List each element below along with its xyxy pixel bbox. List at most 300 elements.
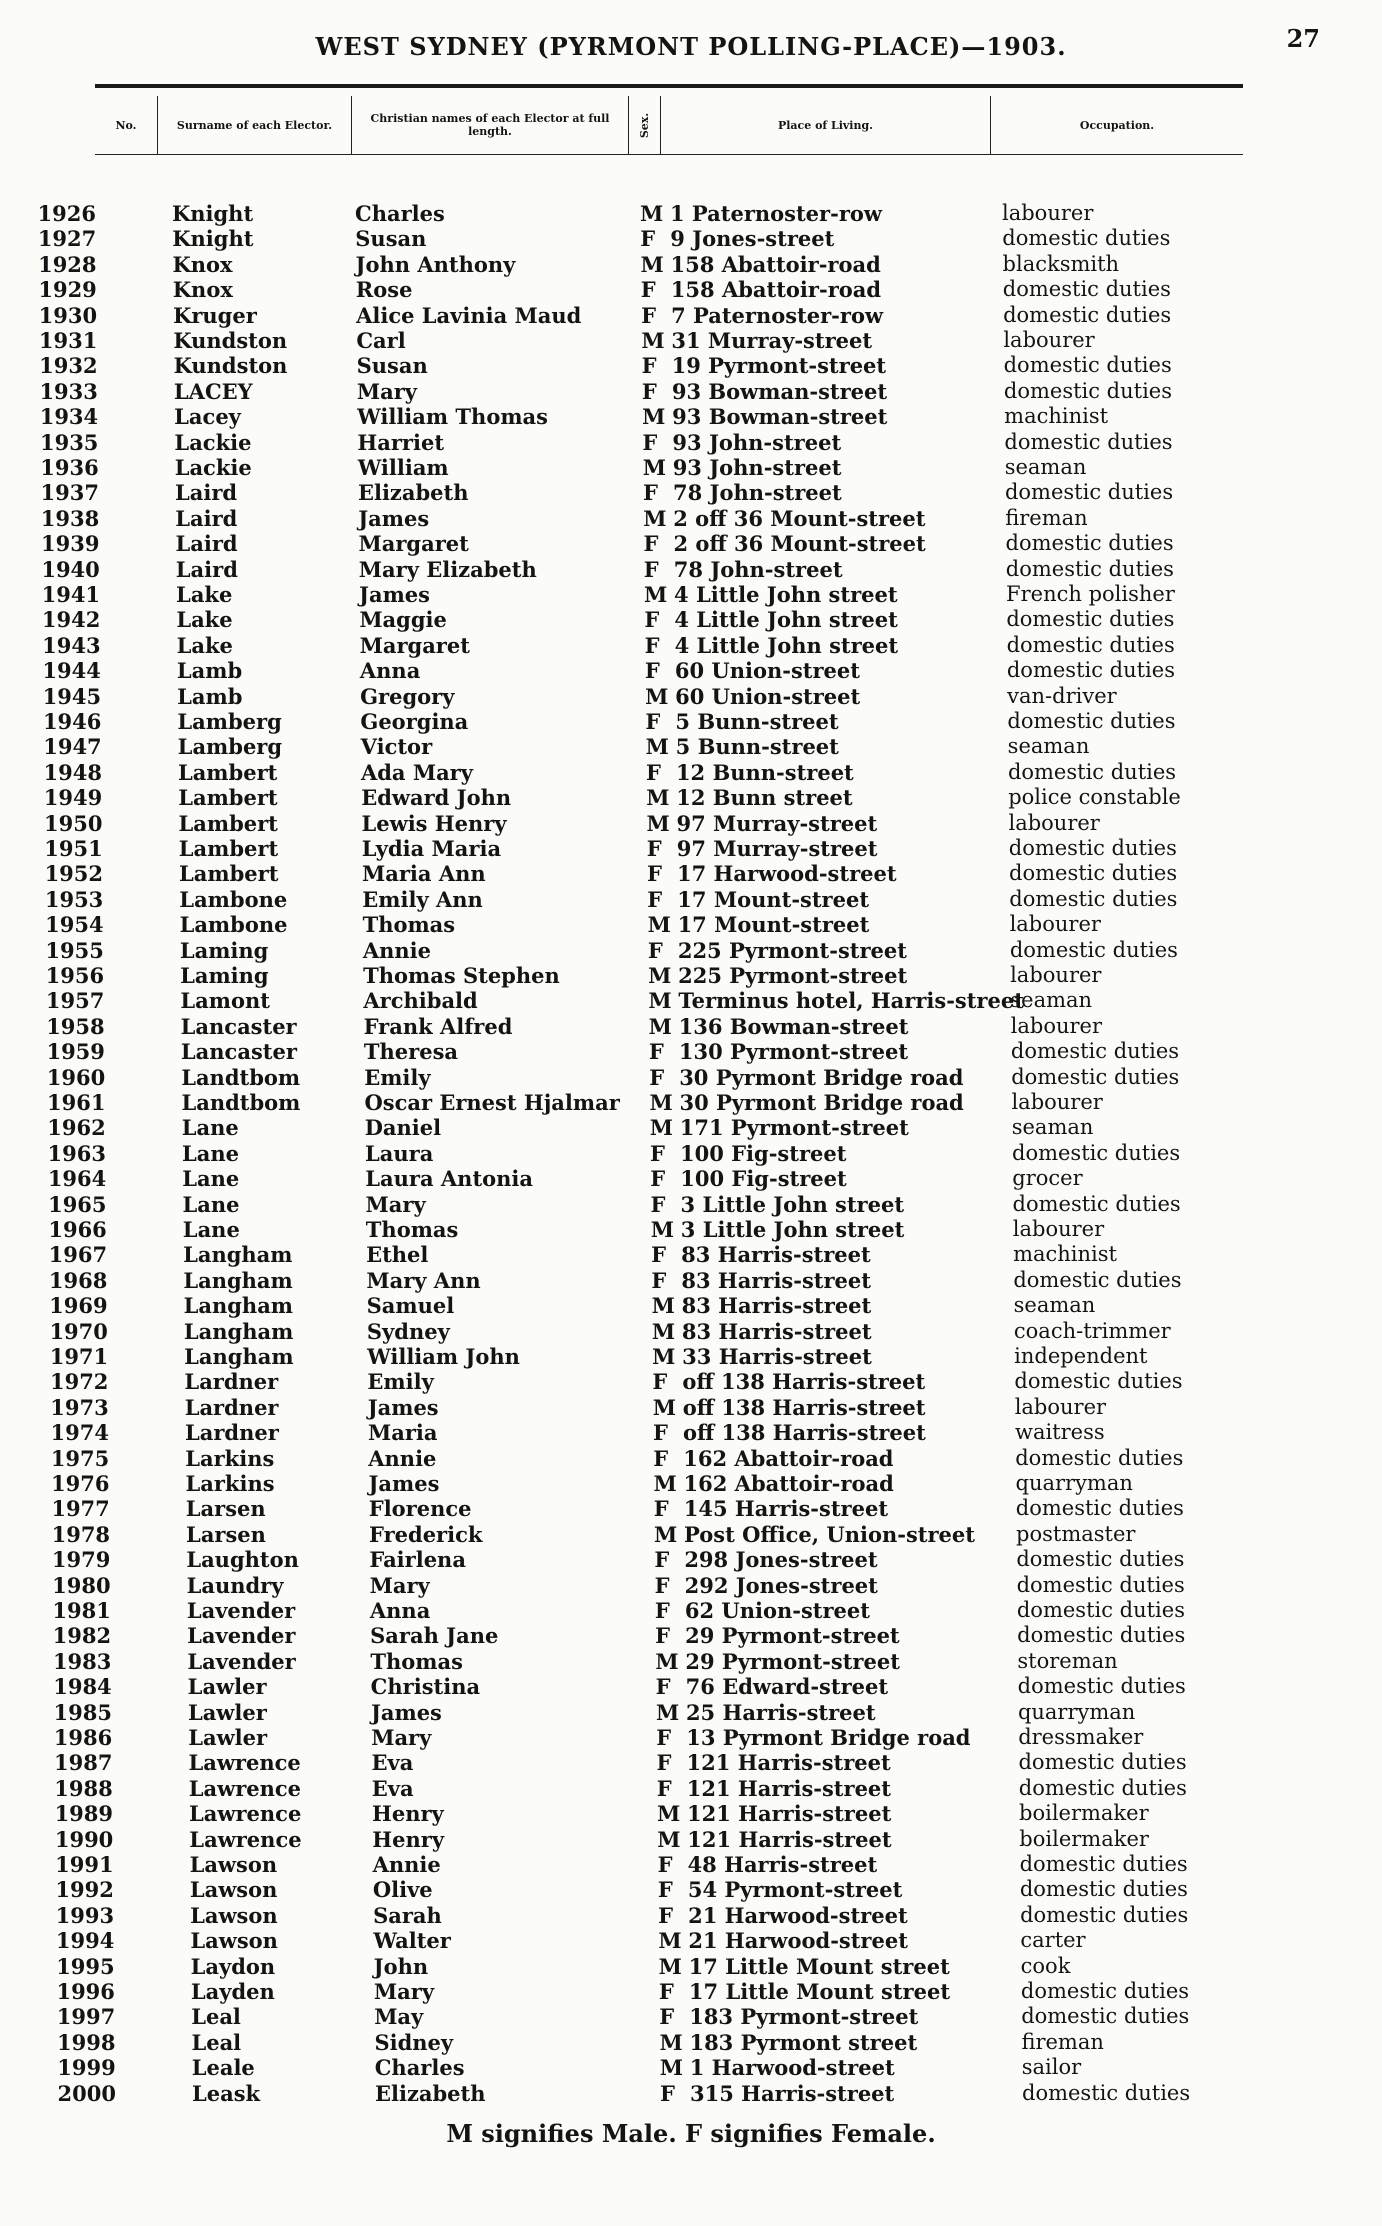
elector-place: 100 Fig-street (680, 1140, 847, 1166)
elector-surname: Leal (191, 2029, 242, 2055)
elector-surname: Lawson (189, 1877, 278, 1903)
elector-occupation: domestic duties (1002, 226, 1171, 251)
table-row (0, 506, 1382, 531)
elector-surname: Kruger (173, 302, 257, 328)
elector-christian-names: Emily (364, 1064, 431, 1090)
elector-christian-names: Gregory (360, 683, 455, 709)
elector-occupation: police constable (1008, 785, 1181, 810)
elector-surname: Lancaster (180, 1039, 297, 1065)
table-row (0, 1852, 1382, 1877)
elector-occupation: domestic duties (1007, 759, 1177, 784)
elector-surname: Knight (172, 201, 254, 226)
elector-sex: M (652, 1344, 676, 1369)
elector-surname: Lane (182, 1166, 240, 1192)
elector-christian-names: William John (367, 1344, 520, 1369)
table-row (0, 1700, 1382, 1725)
elector-sex: M (645, 683, 669, 709)
elector-surname: Lambert (178, 785, 278, 811)
elector-number: 1961 (47, 1090, 106, 1115)
elector-christian-names: William (357, 455, 449, 480)
table-row (0, 1471, 1382, 1496)
elector-surname: Lawrence (188, 1750, 301, 1776)
sex-legend: M signifies Male. F signifies Female. (446, 2119, 936, 2148)
elector-number: 1927 (37, 226, 97, 252)
elector-christian-names: Thomas (370, 1648, 463, 1674)
elector-number: 1989 (54, 1801, 114, 1827)
table-row (0, 1344, 1382, 1369)
elector-number: 1983 (52, 1648, 112, 1674)
elector-place: 225 Pyrmont-street (678, 963, 908, 988)
elector-place: off 138 Harris-street (682, 1394, 926, 1420)
elector-place: 3 Little John street (680, 1191, 905, 1217)
elector-number: 1980 (52, 1572, 111, 1598)
elector-number: 1940 (41, 556, 100, 582)
elector-surname: Langham (183, 1242, 293, 1268)
table-row (0, 1522, 1382, 1547)
elector-number: 1970 (49, 1318, 108, 1344)
elector-occupation: seaman (1007, 734, 1090, 759)
elector-place: 97 Murray-street (676, 836, 878, 861)
elector-place: 13 Pyrmont Bridge road (686, 1725, 971, 1750)
table-row (0, 760, 1382, 785)
table-row (0, 2055, 1382, 2080)
elector-occupation: French polisher (1006, 582, 1175, 606)
elector-number: 1948 (43, 759, 102, 785)
elector-place: 60 Union-street (674, 658, 860, 684)
elector-christian-names: Thomas (365, 1217, 459, 1242)
elector-sex: F (640, 226, 656, 252)
table-row (0, 1115, 1382, 1140)
elector-occupation: domestic duties (1015, 1496, 1184, 1521)
elector-place: 48 Harris-street (687, 1852, 878, 1877)
elector-sex: M (659, 2029, 683, 2055)
elector-occupation: domestic duties (1016, 1547, 1185, 1572)
elector-christian-names: Thomas (362, 912, 456, 938)
elector-sex: M (640, 201, 664, 226)
elector-christian-names: James (358, 505, 430, 531)
elector-christian-names: Mary Elizabeth (358, 556, 537, 582)
elector-occupation: machinist (1004, 404, 1109, 429)
elector-number: 1937 (40, 480, 99, 506)
table-row (0, 1065, 1382, 1090)
elector-sex: M (648, 963, 672, 988)
elector-sex: M (659, 2055, 683, 2081)
elector-sex: M (649, 1115, 673, 1141)
elector-sex: F (656, 1725, 672, 1750)
elector-surname: Lawler (188, 1725, 268, 1750)
elector-number: 1988 (54, 1775, 113, 1801)
elector-occupation: independent (1014, 1344, 1148, 1368)
elector-number: 1974 (50, 1420, 109, 1446)
table-row (0, 607, 1382, 632)
elector-place: 97 Murray-street (676, 810, 878, 836)
elector-number: 1976 (51, 1471, 110, 1496)
elector-sex: F (658, 1902, 674, 1928)
elector-surname: Knox (172, 251, 233, 277)
elector-place: 83 Harris-street (681, 1267, 871, 1293)
table-row (0, 404, 1382, 429)
elector-christian-names: Mary Ann (366, 1267, 481, 1293)
header-no (95, 96, 157, 154)
elector-surname: Lavender (187, 1648, 296, 1674)
elector-occupation: domestic duties (1021, 2004, 1190, 2029)
table-row (0, 480, 1382, 505)
table-row (0, 1979, 1382, 2004)
elector-sex: M (640, 251, 664, 277)
elector-surname: Lawson (190, 1928, 278, 1954)
elector-place: 292 Jones-street (684, 1572, 878, 1598)
elector-sex: F (647, 886, 663, 912)
elector-surname: Laird (175, 531, 238, 557)
table-row (0, 1573, 1382, 1598)
elector-place: 17 Little Mount street (688, 1953, 950, 1979)
header-occupation-label: Occupation. (1079, 118, 1155, 132)
elector-surname: Laird (175, 505, 238, 531)
elector-christian-names: Mary (356, 378, 418, 404)
table-row (0, 1369, 1382, 1394)
table-row (0, 379, 1382, 404)
table-row (0, 1141, 1382, 1166)
elector-place: 31 Murray-street (671, 328, 873, 353)
elector-occupation: domestic duties (1007, 709, 1176, 733)
elector-number: 1978 (51, 1521, 111, 1547)
elector-christian-names: Susan (356, 353, 428, 379)
elector-christian-names: Carl (356, 328, 406, 353)
table-row (0, 1903, 1382, 1928)
elector-christian-names: William Thomas (357, 404, 548, 430)
elector-surname: Langham (183, 1293, 294, 1319)
elector-number: 1954 (45, 912, 104, 938)
elector-occupation: postmaster (1016, 1521, 1136, 1546)
elector-place: 25 Harris-street (685, 1699, 876, 1725)
elector-christian-names: Margaret (358, 531, 469, 557)
elector-occupation: domestic duties (1018, 1775, 1187, 1800)
table-header (95, 96, 1243, 155)
elector-occupation: domestic duties (1009, 886, 1178, 911)
elector-surname: Langham (184, 1344, 294, 1369)
elector-occupation: domestic duties (1017, 1623, 1186, 1648)
elector-number: 1952 (44, 861, 104, 887)
elector-christian-names: James (370, 1699, 442, 1725)
elector-place: 298 Jones-street (684, 1547, 878, 1573)
elector-place: 29 Pyrmont-street (685, 1648, 900, 1674)
elector-place: 93 John-street (672, 455, 842, 480)
table-row (0, 1090, 1382, 1115)
header-christian-label: Christian names of each Elector at full length. (370, 112, 610, 138)
elector-surname: Lackie (174, 455, 252, 480)
elector-sex: F (642, 429, 658, 455)
elector-number: 1938 (40, 505, 100, 531)
elector-christian-names: Frank Alfred (363, 1013, 513, 1039)
elector-number: 1985 (53, 1699, 112, 1725)
table-row (0, 861, 1382, 886)
elector-place: 130 Pyrmont-street (678, 1039, 909, 1065)
elector-surname: Lamberg (177, 709, 282, 734)
elector-occupation: labourer (1010, 963, 1102, 987)
elector-christian-names: May (374, 2004, 424, 2030)
elector-sex: F (644, 632, 660, 658)
elector-number: 1981 (52, 1598, 111, 1623)
elector-place: Post Office, Union-street (684, 1521, 975, 1547)
elector-place: 21 Harwood-street (688, 1902, 908, 1928)
table-row (0, 201, 1382, 226)
elector-surname: Lardner (184, 1369, 279, 1395)
elector-surname: Lamberg (177, 734, 283, 760)
elector-christian-names: Edward John (361, 785, 512, 811)
elector-sex: M (655, 1648, 679, 1674)
elector-christian-names: Rose (355, 277, 413, 303)
elector-number: 1953 (44, 886, 104, 912)
elector-number: 1969 (49, 1293, 108, 1319)
header-no-label: No. (115, 118, 137, 132)
elector-place: 12 Bunn street (676, 785, 853, 811)
elector-occupation: domestic duties (1004, 480, 1174, 505)
table-row (0, 1598, 1382, 1623)
elector-sex: F (656, 1775, 672, 1801)
elector-christian-names: Annie (362, 937, 431, 963)
elector-surname: Laughton (186, 1547, 299, 1573)
elector-occupation: seaman (1004, 455, 1087, 479)
elector-occupation: domestic duties (1015, 1445, 1184, 1470)
elector-sex: M (645, 734, 669, 760)
elector-place: 62 Union-street (684, 1598, 870, 1623)
elector-sex: F (642, 480, 658, 506)
elector-occupation: coach-trimmer (1013, 1318, 1171, 1343)
elector-christian-names: Harriet (357, 429, 445, 455)
elector-number: 1930 (38, 302, 98, 328)
elector-number: 1939 (41, 531, 100, 557)
elector-place: 121 Harris-street (687, 1826, 892, 1852)
elector-place: 121 Harris-street (687, 1801, 892, 1827)
elector-occupation: domestic duties (1005, 556, 1174, 581)
elector-occupation: seaman (1011, 1115, 1094, 1140)
elector-sex: M (641, 328, 665, 353)
elector-occupation: labourer (1008, 810, 1100, 835)
elector-number: 1934 (39, 404, 99, 430)
elector-surname: Lackie (174, 429, 252, 455)
elector-surname: Lamont (180, 988, 270, 1014)
elector-sex: F (640, 277, 656, 303)
elector-place: Terminus hotel, Harris-street (678, 988, 1024, 1014)
elector-number: 1926 (37, 201, 96, 226)
elector-sex: M (648, 988, 672, 1014)
elector-christian-names: Henry (372, 1826, 445, 1852)
elector-sex: M (646, 785, 670, 811)
table-row (0, 988, 1382, 1013)
elector-number: 1999 (57, 2055, 116, 2081)
table-row (0, 557, 1382, 582)
elector-christian-names: John Anthony (355, 251, 516, 277)
elector-place: 17 Little Mount street (688, 1979, 951, 2004)
elector-sex: M (657, 1801, 681, 1827)
elector-sex: F (641, 302, 656, 328)
elector-place: off 138 Harris-street (682, 1369, 926, 1395)
elector-number: 1949 (43, 785, 103, 811)
elector-occupation: domestic duties (1020, 1902, 1189, 1927)
elector-number: 1968 (48, 1267, 108, 1293)
elector-number: 1946 (42, 709, 102, 734)
table-row (0, 1877, 1382, 1902)
elector-sex: F (650, 1140, 665, 1166)
elector-surname: Lake (176, 582, 233, 607)
elector-place: 145 Harris-street (683, 1496, 889, 1522)
elector-place: 183 Pyrmont-street (689, 2004, 919, 2030)
table-row (0, 633, 1382, 658)
elector-number: 1963 (47, 1140, 106, 1166)
elector-occupation: grocer (1012, 1166, 1083, 1191)
table-row (0, 811, 1382, 836)
elector-surname: Layden (190, 1979, 275, 2004)
table-row (0, 303, 1382, 328)
table-row (0, 684, 1382, 709)
elector-surname: Laird (174, 480, 238, 506)
table-row (0, 1776, 1382, 1801)
elector-sex: M (646, 810, 670, 836)
elector-christian-names: Maggie (359, 607, 447, 633)
elector-christian-names: Henry (372, 1801, 444, 1827)
elector-occupation: domestic duties (1003, 378, 1173, 403)
elector-number: 1955 (45, 937, 104, 963)
elector-place: off 138 Harris-street (682, 1420, 926, 1446)
elector-place: 17 Harwood-street (677, 861, 897, 887)
elector-christian-names: James (367, 1394, 439, 1420)
elector-number: 1962 (47, 1115, 106, 1141)
elector-christian-names: Sarah (373, 1902, 442, 1928)
elector-surname: Knight (172, 226, 254, 252)
elector-christian-names: Florence (368, 1496, 472, 1522)
elector-christian-names: Emily Ann (362, 886, 483, 912)
header-sex (628, 96, 660, 154)
elector-occupation: labourer (1010, 1013, 1102, 1038)
elector-christian-names: Laura Antonia (365, 1166, 534, 1192)
elector-place: 93 Bowman-street (671, 378, 888, 404)
elector-occupation: blacksmith (1002, 251, 1120, 276)
elector-occupation: domestic duties (1005, 531, 1174, 556)
elector-christian-names: John (373, 1953, 429, 1979)
elector-number: 2000 (57, 2080, 116, 2106)
elector-number: 1960 (46, 1064, 106, 1090)
elector-occupation: van-driver (1007, 683, 1117, 708)
elector-number: 1959 (46, 1039, 105, 1065)
elector-occupation: labourer (1011, 1090, 1103, 1114)
elector-number: 1929 (38, 277, 97, 303)
elector-surname: Lane (182, 1217, 240, 1242)
elector-surname: Leal (191, 2004, 241, 2030)
elector-place: 158 Abattoir-road (670, 251, 881, 277)
elector-place: 158 Abattoir-road (670, 277, 882, 303)
elector-surname: Lane (181, 1115, 239, 1141)
table-row (0, 1446, 1382, 1471)
header-surname-label: Surname of each Elector. (176, 118, 333, 132)
elector-sex: M (647, 912, 671, 938)
table-row (0, 1395, 1382, 1420)
elector-christian-names: Frederick (369, 1521, 483, 1547)
elector-number: 1996 (56, 1979, 115, 2004)
elector-sex: F (649, 1064, 665, 1090)
elector-christian-names: Sarah Jane (370, 1623, 499, 1649)
elector-surname: Lancaster (180, 1013, 297, 1039)
elector-surname: Lacey (174, 404, 241, 430)
elector-surname: Larkins (185, 1445, 275, 1471)
elector-sex: F (641, 353, 657, 379)
elector-sex: M (643, 505, 667, 531)
elector-surname: Leale (191, 2055, 255, 2081)
elector-christian-names: Oscar Ernest Hjalmar (364, 1090, 620, 1115)
elector-place: 100 Fig-street (680, 1166, 847, 1192)
elector-occupation: storeman (1017, 1648, 1118, 1673)
table-row (0, 1928, 1382, 1953)
table-row (0, 1039, 1382, 1064)
header-place (660, 96, 990, 154)
elector-number: 1987 (54, 1750, 113, 1776)
elector-place: 183 Pyrmont street (689, 2029, 918, 2055)
elector-christian-names: Annie (372, 1852, 441, 1877)
table-row (0, 734, 1382, 759)
elector-christian-names: Anna (369, 1598, 431, 1623)
elector-christian-names: Charles (355, 201, 445, 226)
elector-number: 1977 (51, 1496, 110, 1522)
elector-surname: Laming (180, 963, 269, 988)
elector-place: 17 Mount-street (677, 912, 870, 938)
elector-surname: Lambert (177, 759, 278, 785)
table-row (0, 1420, 1382, 1445)
elector-place: 4 Little John street (674, 632, 899, 658)
elector-place: 121 Harris-street (686, 1775, 891, 1801)
elector-place: 60 Union-street (675, 683, 861, 709)
elector-surname: Larsen (185, 1496, 266, 1522)
elector-sex: M (648, 1013, 672, 1039)
elector-christian-names: Ethel (366, 1242, 429, 1268)
elector-occupation: domestic duties (1002, 277, 1171, 302)
elector-number: 1973 (50, 1394, 109, 1420)
elector-number: 1935 (39, 429, 99, 455)
table-row (0, 785, 1382, 810)
elector-sex: F (648, 1039, 664, 1065)
table-row (0, 2030, 1382, 2055)
elector-sex: F (643, 531, 659, 557)
elector-place: 78 John-street (673, 556, 843, 582)
elector-number: 1992 (55, 1877, 114, 1903)
elector-occupation: domestic duties (1017, 1674, 1186, 1699)
elector-surname: Laundry (186, 1572, 284, 1598)
elector-christian-names: Annie (368, 1445, 437, 1471)
elector-christian-names: Laura (365, 1140, 434, 1166)
elector-number: 1942 (41, 607, 101, 633)
elector-sex: F (654, 1572, 670, 1598)
elector-number: 1971 (49, 1344, 109, 1369)
elector-christian-names: Christina (370, 1674, 481, 1700)
table-row (0, 1801, 1382, 1826)
elector-number: 1966 (48, 1217, 107, 1242)
elector-sex: F (645, 709, 661, 734)
elector-occupation: domestic duties (1009, 937, 1178, 962)
elector-sex: F (657, 1877, 673, 1903)
elector-christian-names: Charles (374, 2055, 465, 2081)
elector-christian-names: Theresa (363, 1039, 459, 1065)
elector-sex: M (652, 1394, 676, 1420)
elector-occupation: seaman (1010, 988, 1093, 1013)
table-row (0, 226, 1382, 251)
elector-place: 93 John-street (672, 429, 842, 455)
elector-place: 4 Little John street (674, 607, 898, 633)
elector-surname: Lake (176, 607, 233, 633)
elector-sex: F (647, 937, 663, 963)
elector-sex: F (656, 1750, 672, 1776)
table-row (0, 1725, 1382, 1750)
elector-christian-names: Fairlena (369, 1547, 466, 1573)
elector-christian-names: Alice Lavinia Maud (356, 302, 582, 328)
elector-christian-names: Eva (371, 1775, 414, 1801)
